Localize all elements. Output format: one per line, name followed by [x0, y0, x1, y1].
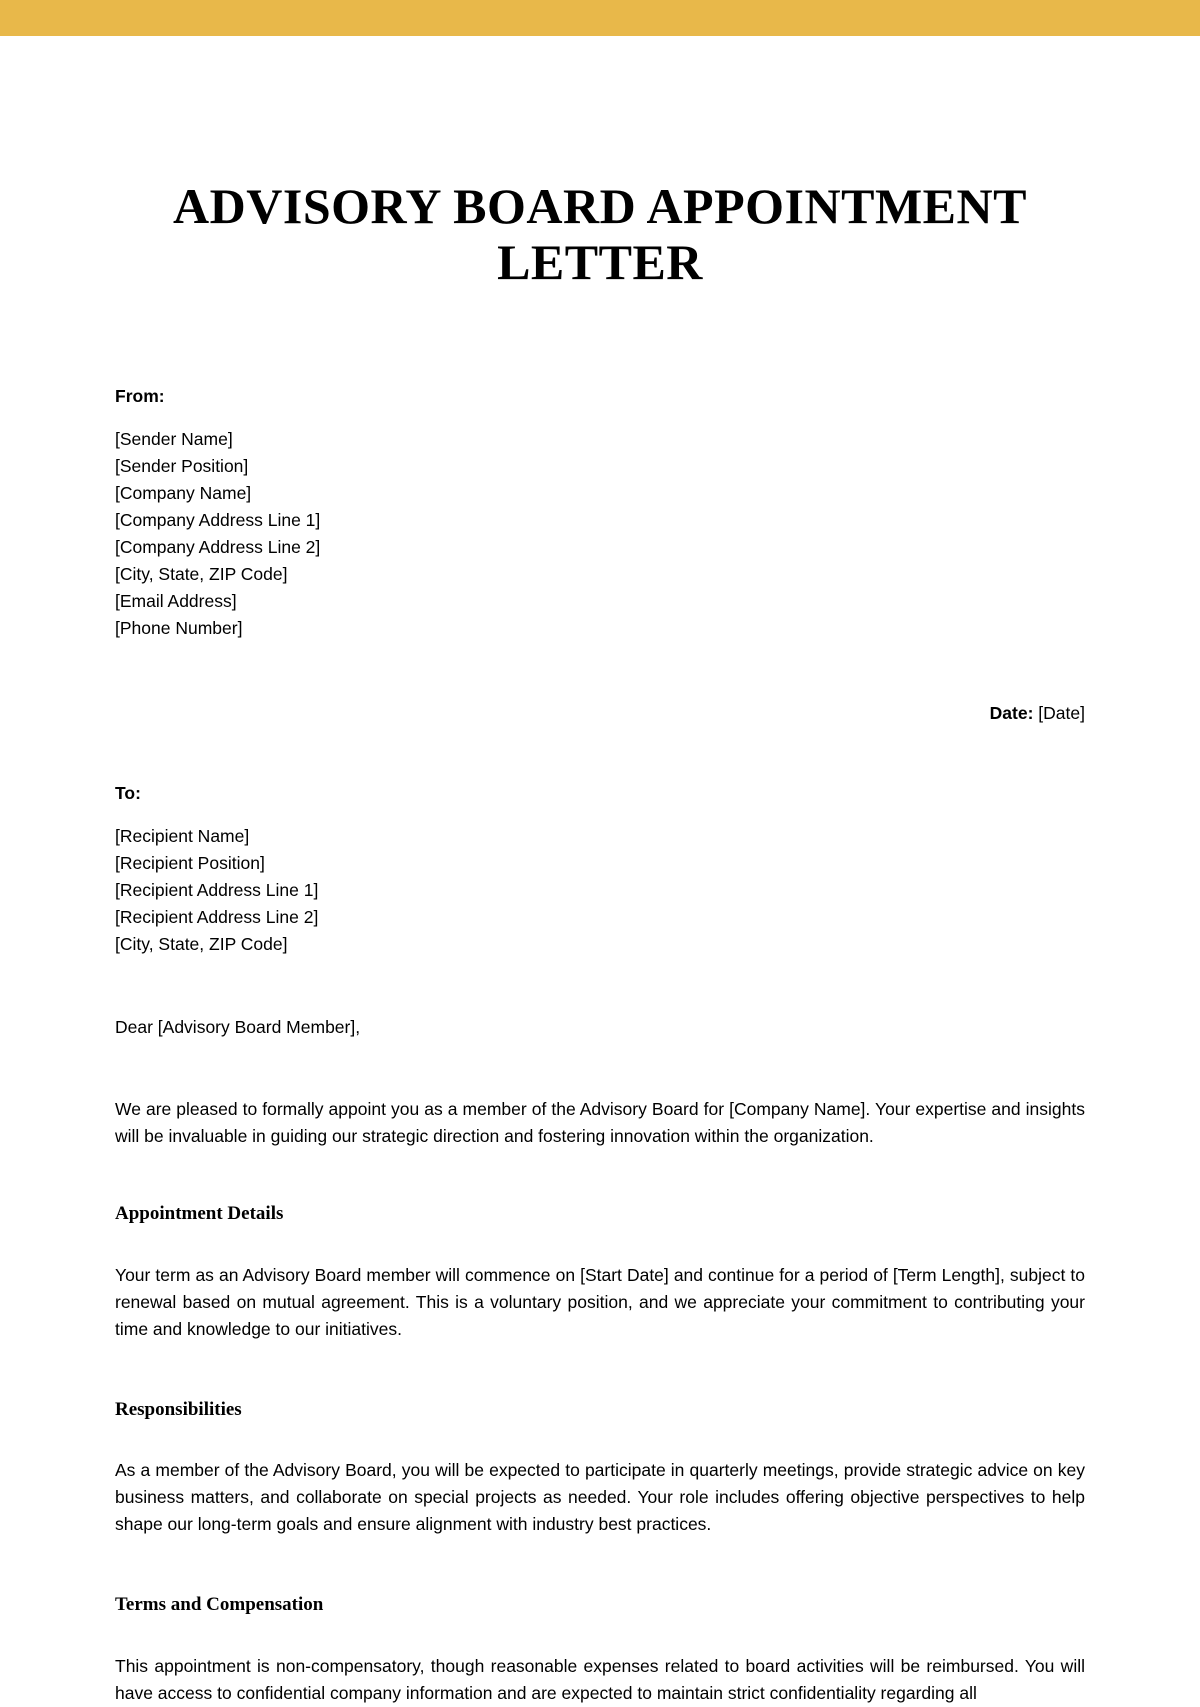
section-heading: Appointment Details [115, 1203, 284, 1224]
accent-bar [0, 0, 1200, 36]
to-line: [Recipient Position] [115, 853, 265, 873]
from-line: [Phone Number] [115, 618, 243, 638]
to-line: [City, State, ZIP Code] [115, 934, 288, 954]
from-line: [Email Address] [115, 591, 237, 611]
from-line: [Company Name] [115, 483, 252, 503]
from-block [115, 383, 1085, 642]
to-line: [Recipient Address Line 1] [115, 880, 319, 900]
section-heading: Responsibilities [115, 1399, 242, 1420]
to-line: [Recipient Name] [115, 826, 250, 846]
date-label: Date: [989, 703, 1034, 723]
document-title: ADVISORY BOARD APPOINTMENT LETTER [173, 178, 1027, 290]
section-body: Your term as an Advisory Board member will commence on [Start Date] and continue for a period of [Term Length], subject to renewal based on mutual agreement. This is a voluntary position, and we appreciate your commitment to contributing your time and knowledge to our initiatives. [115, 1265, 1085, 1339]
section-heading: Terms and Compensation [115, 1594, 324, 1615]
from-line: [City, State, ZIP Code] [115, 564, 288, 584]
from-line: [Company Address Line 1] [115, 510, 321, 530]
from-line: [Sender Position] [115, 456, 249, 476]
to-block [115, 780, 1085, 958]
section-body: As a member of the Advisory Board, you will be expected to participate in quarterly meetings, provide strategic advice on key business matters, and collaborate on special projects as needed. Your role includes offering objective perspectives to help shape our long-term goals and ensure alignment with industry best practices. [115, 1460, 1085, 1534]
to-line: [Recipient Address Line 2] [115, 907, 319, 927]
from-label: From: [115, 386, 165, 406]
from-line: [Company Address Line 2] [115, 537, 321, 557]
intro-paragraph: We are pleased to formally appoint you as a member of the Advisory Board for [Company Name]. Your expertise and insights will be invaluable in guiding our strategic direction and fostering innovation within the organization. [115, 1099, 1085, 1146]
date-value: [Date] [1038, 703, 1085, 723]
date-line [115, 700, 1085, 727]
from-line: [Sender Name] [115, 429, 233, 449]
to-label: To: [115, 783, 141, 803]
salutation: Dear [Advisory Board Member], [115, 1017, 361, 1037]
section-body: This appointment is non-compensatory, though reasonable expenses related to board activities will be reimbursed. You will have access to confidential company information and are expected to maintain strict confidentiality regarding all [115, 1656, 1085, 1703]
